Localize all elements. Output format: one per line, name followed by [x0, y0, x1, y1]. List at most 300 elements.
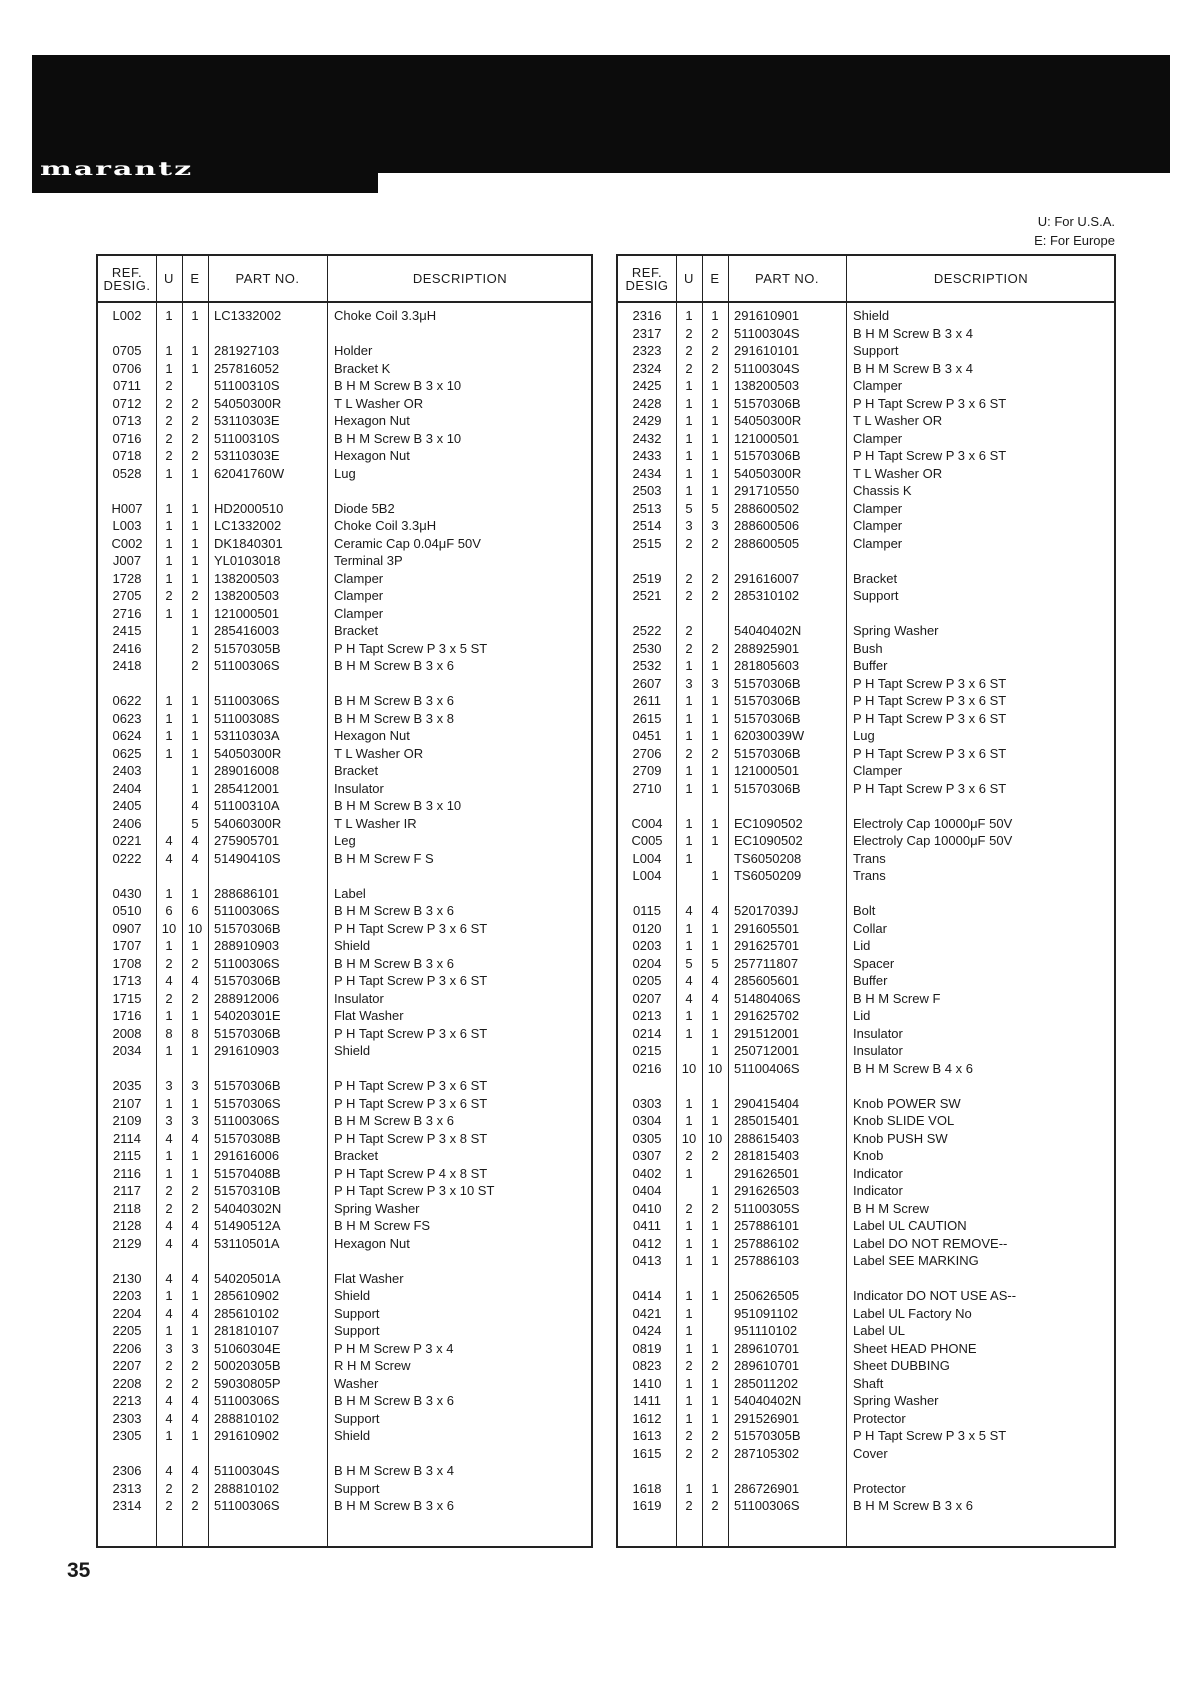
qty-usa: 1	[685, 413, 693, 428]
description: Hexagon Nut	[334, 448, 410, 463]
ref-desig: 2716	[112, 605, 142, 621]
table-row	[98, 377, 591, 394]
description: Support	[334, 1410, 380, 1426]
part-number: 287105302	[734, 1445, 800, 1461]
ref-desig: 2532	[632, 658, 662, 673]
table-row	[98, 1427, 591, 1444]
part-number: 291610903	[214, 1043, 280, 1058]
description: Protector	[853, 1480, 906, 1496]
qty-europe: 2	[191, 990, 199, 1006]
ref-desig: 2323	[632, 343, 662, 358]
part-number: 291625702	[734, 1008, 800, 1023]
qty-usa: 1	[165, 360, 173, 376]
description: Insulator	[853, 1043, 903, 1058]
description: Label UL	[853, 1323, 906, 1338]
qty-europe: 5	[191, 815, 199, 831]
part-number: 291616006	[214, 1148, 280, 1163]
description: Hexagon Nut	[334, 728, 410, 743]
description: B H M Screw F	[853, 990, 941, 1006]
part-number: 291526901	[734, 1410, 800, 1426]
table-row	[98, 552, 591, 569]
ref-desig: 0706	[112, 360, 142, 376]
qty-usa: 1	[685, 1008, 693, 1023]
qty-usa: 1	[685, 693, 693, 708]
ref-desig: 0204	[632, 955, 662, 971]
table-row	[98, 1340, 591, 1357]
ref-desig: 0907	[112, 920, 142, 936]
table-row	[618, 1357, 1114, 1374]
part-number: 291616007	[734, 570, 800, 586]
description: B H M Screw	[853, 1200, 929, 1216]
part-number: 51570306B	[734, 745, 801, 761]
part-number: 250626505	[734, 1288, 800, 1303]
qty-usa: 4	[165, 1270, 173, 1286]
part-number: 51100310S	[214, 430, 280, 446]
table-row	[98, 727, 591, 744]
qty-europe: 1	[191, 308, 199, 323]
qty-usa: 1	[685, 1218, 693, 1233]
description: Support	[853, 588, 899, 603]
qty-europe: 1	[191, 465, 199, 481]
description: Insulator	[334, 990, 384, 1006]
header-ref-desig: REF. DESIG.	[103, 264, 151, 293]
part-number: 52017039J	[734, 903, 799, 918]
description: Lid	[853, 938, 871, 953]
qty-usa: 4	[165, 1218, 173, 1233]
ref-desig: 2206	[112, 1340, 142, 1356]
table-row	[98, 780, 591, 797]
table-row	[98, 1305, 591, 1322]
qty-europe: 1	[711, 920, 719, 936]
table-row	[618, 517, 1114, 534]
qty-europe: 1	[711, 1025, 719, 1041]
ref-desig: 0413	[632, 1253, 662, 1268]
description: Label UL Factory No	[853, 1305, 972, 1321]
description: Clamper	[853, 535, 903, 551]
qty-usa: 1	[165, 553, 173, 568]
ref-desig: 2405	[112, 798, 142, 813]
table-row	[98, 1025, 591, 1042]
description: Clamper	[334, 588, 384, 603]
header-banner	[32, 55, 1170, 173]
table-row	[618, 675, 1114, 692]
ref-desig: 1615	[632, 1445, 662, 1461]
part-number: 288810102	[214, 1410, 280, 1426]
table-row	[618, 972, 1114, 989]
qty-usa: 5	[685, 955, 693, 971]
description: P H M Screw P 3 x 4	[334, 1340, 454, 1356]
part-number: 51100306S	[734, 1498, 800, 1513]
part-number: 54050300R	[734, 465, 802, 481]
description: Spring Washer	[853, 1393, 939, 1408]
ref-desig: 2706	[632, 745, 662, 761]
part-number: 288910903	[214, 938, 280, 953]
qty-usa: 1	[685, 1165, 693, 1181]
ref-desig: 1715	[112, 990, 142, 1006]
table-row	[618, 832, 1114, 849]
part-number: 291625701	[734, 938, 800, 953]
qty-europe: 1	[711, 430, 719, 446]
part-number: 51570306B	[734, 675, 801, 691]
part-number: 291610902	[214, 1428, 280, 1443]
table-row	[618, 1095, 1114, 1112]
ref-desig: 0120	[632, 920, 662, 936]
part-number: 291512001	[734, 1025, 800, 1041]
ref-desig: 2425	[632, 378, 662, 393]
qty-usa: 4	[165, 833, 173, 848]
ref-desig: 0528	[112, 465, 142, 481]
ref-desig: 2109	[112, 1113, 142, 1128]
part-number: 285412001	[214, 780, 280, 796]
qty-usa: 2	[685, 623, 693, 638]
table-row	[618, 377, 1114, 394]
table-row	[98, 535, 591, 552]
part-number: 288925901	[734, 640, 800, 656]
part-number: 291710550	[734, 483, 800, 498]
ref-desig: L003	[112, 518, 142, 533]
table-row	[98, 605, 591, 622]
qty-europe: 4	[191, 1235, 199, 1251]
table-row	[618, 325, 1114, 342]
parts-table-right	[616, 254, 1116, 1548]
qty-usa: 1	[685, 850, 693, 866]
qty-usa: 2	[165, 990, 173, 1006]
qty-europe: 3	[711, 518, 719, 533]
legend-usa: U: For U.S.A.	[1037, 214, 1115, 229]
description: Flat Washer	[334, 1270, 404, 1286]
ref-desig: 1713	[112, 973, 142, 988]
part-number: 281810107	[214, 1323, 280, 1338]
header-description: DESCRIPTION	[412, 271, 508, 286]
ref-desig: 0214	[632, 1025, 662, 1041]
qty-usa: 6	[165, 903, 173, 918]
description: T L Washer IR	[334, 815, 417, 831]
qty-usa: 1	[165, 1165, 173, 1181]
part-number: 285011202	[734, 1375, 799, 1391]
description: Protector	[853, 1410, 906, 1426]
qty-usa: 2	[685, 588, 693, 603]
ref-desig: 2514	[632, 518, 662, 533]
description: B H M Screw B 3 x 10	[334, 378, 462, 393]
qty-usa: 2	[165, 1200, 173, 1216]
ref-desig: 2705	[112, 588, 142, 603]
qty-europe: 1	[711, 1043, 719, 1058]
qty-europe: 1	[711, 1113, 719, 1128]
qty-europe: 4	[191, 798, 199, 813]
qty-europe: 1	[711, 1095, 719, 1111]
ref-desig: J007	[112, 553, 142, 568]
part-number: 51570306B	[734, 395, 801, 411]
table-row	[618, 990, 1114, 1007]
table-row	[618, 1130, 1114, 1147]
part-number: 138200503	[214, 588, 280, 603]
qty-europe: 1	[191, 1323, 199, 1338]
qty-usa: 1	[685, 1480, 693, 1496]
qty-europe: 1	[711, 658, 719, 673]
qty-europe: 1	[191, 605, 199, 621]
qty-usa: 2	[685, 360, 693, 376]
qty-europe: 2	[191, 955, 199, 971]
description: Bracket	[853, 570, 898, 586]
description: Knob	[853, 1148, 884, 1163]
ref-desig: 0411	[633, 1218, 661, 1233]
ref-desig: 2434	[632, 465, 662, 481]
legend	[1034, 212, 1115, 250]
table-row	[618, 762, 1114, 779]
qty-europe: 1	[711, 763, 719, 778]
ref-desig: 0451	[632, 728, 662, 743]
qty-europe: 1	[711, 465, 719, 481]
qty-usa: 1	[165, 1148, 173, 1163]
table-row	[618, 1182, 1114, 1199]
description: Knob POWER SW	[853, 1095, 961, 1111]
ref-desig: 2709	[632, 763, 662, 778]
description: Clamper	[853, 430, 903, 446]
table-row	[98, 885, 591, 902]
table-row	[98, 640, 591, 657]
qty-usa: 1	[685, 1253, 693, 1268]
part-number: 286726901	[734, 1480, 800, 1496]
qty-usa: 1	[165, 535, 173, 551]
description: Spring Washer	[853, 623, 939, 638]
qty-usa: 3	[165, 1078, 173, 1093]
part-number: 121000501	[734, 430, 800, 446]
qty-europe: 1	[711, 728, 719, 743]
table-row	[98, 1112, 591, 1129]
qty-europe: 1	[191, 1165, 199, 1181]
part-number: 51100310A	[214, 798, 280, 813]
description: Hexagon Nut	[334, 413, 410, 428]
ref-desig: 2204	[112, 1305, 142, 1321]
qty-usa: 1	[165, 745, 173, 761]
ref-desig: 0623	[112, 710, 142, 726]
part-number: 291626501	[734, 1165, 800, 1181]
qty-usa: 4	[165, 973, 173, 988]
qty-usa: 3	[165, 1340, 173, 1356]
qty-europe: 2	[191, 1498, 199, 1513]
qty-usa: 1	[165, 938, 173, 953]
ref-desig: 2115	[113, 1148, 141, 1163]
ref-desig: 0430	[112, 885, 142, 901]
qty-usa: 1	[685, 1113, 693, 1128]
part-number: TS6050209	[734, 868, 802, 883]
qty-usa: 2	[685, 535, 693, 551]
ref-desig: 1613	[632, 1428, 662, 1443]
description: Bracket	[334, 763, 379, 778]
ref-desig: 1716	[112, 1008, 142, 1023]
description: Clamper	[853, 518, 903, 533]
ref-desig: 2203	[112, 1288, 142, 1303]
description: Clamper	[853, 763, 903, 778]
description: Clamper	[853, 500, 903, 516]
qty-europe: 2	[711, 1148, 719, 1163]
part-number: LC1332002	[214, 518, 282, 533]
part-number: 54040302N	[214, 1200, 282, 1216]
qty-usa: 2	[685, 343, 693, 358]
description: Bracket	[334, 1148, 379, 1163]
part-number: 59030805P	[214, 1375, 281, 1391]
ref-desig: 2513	[632, 500, 662, 516]
part-number: TS6050208	[734, 850, 802, 866]
table-row	[98, 1147, 591, 1164]
qty-usa: 4	[165, 1463, 173, 1478]
part-number: 51490410S	[214, 850, 281, 866]
qty-usa: 1	[165, 728, 173, 743]
ref-desig: 2607	[632, 675, 662, 691]
description: T L Washer OR	[334, 395, 424, 411]
ref-desig: 0304	[632, 1113, 662, 1128]
ref-desig: 2305	[112, 1428, 142, 1443]
description: P H Tapt Screw P 3 x 6 ST	[334, 1095, 488, 1111]
description: B H M Screw B 3 x 8	[334, 710, 454, 726]
ref-desig: 2403	[112, 763, 142, 778]
table-row	[618, 1497, 1114, 1514]
ref-desig: 2415	[112, 623, 142, 638]
description: P H Tapt Screw P 3 x 6 ST	[334, 973, 488, 988]
qty-europe: 1	[711, 413, 719, 428]
qty-usa: 2	[165, 1183, 173, 1198]
part-number: 51100306S	[214, 1393, 280, 1408]
ref-desig: 2530	[632, 640, 662, 656]
table-row	[618, 1007, 1114, 1024]
ref-desig: 1410	[632, 1375, 662, 1391]
part-number: 51570306B	[734, 710, 801, 726]
qty-usa: 4	[165, 1130, 173, 1146]
description: B H M Screw B 3 x 6	[334, 1113, 454, 1128]
qty-europe: 5	[711, 500, 719, 516]
header-e: E	[710, 271, 720, 286]
part-number: 53110303E	[214, 448, 280, 463]
description: Indicator	[853, 1183, 903, 1198]
ref-desig: 0823	[632, 1358, 662, 1373]
description: Label	[334, 885, 366, 901]
table-row	[98, 587, 591, 604]
qty-europe: 4	[191, 1305, 199, 1321]
ref-desig: 0207	[632, 990, 662, 1006]
qty-usa: 2	[165, 1480, 173, 1496]
part-number: 257886102	[734, 1235, 800, 1251]
part-number: 54040402N	[734, 1393, 802, 1408]
table-row	[618, 1217, 1114, 1234]
description: Leg	[334, 833, 356, 848]
table-row	[98, 850, 591, 867]
qty-europe: 10	[187, 920, 203, 936]
description: Clamper	[334, 570, 384, 586]
qty-europe: 4	[191, 973, 199, 988]
qty-usa: 2	[165, 588, 173, 603]
table-row	[618, 780, 1114, 797]
ref-desig: L002	[112, 308, 142, 323]
qty-usa: 1	[165, 1043, 173, 1058]
qty-europe: 2	[711, 640, 719, 656]
description: Flat Washer	[334, 1008, 404, 1023]
qty-usa: 2	[685, 1498, 693, 1513]
header-part-no: PART NO.	[235, 271, 300, 286]
ref-desig: 2428	[632, 395, 662, 411]
description: P H Tapt Screw P 3 x 6 ST	[853, 780, 1007, 796]
table-row	[618, 1287, 1114, 1304]
part-number: LC1332002	[214, 308, 282, 323]
qty-europe: 1	[711, 868, 719, 883]
part-number: 51100305S	[734, 1200, 800, 1216]
qty-europe: 2	[191, 588, 199, 603]
ref-desig: 2710	[632, 780, 662, 796]
description: Lug	[853, 728, 875, 743]
table-row	[98, 447, 591, 464]
qty-usa: 2	[685, 570, 693, 586]
ref-desig: 2208	[112, 1375, 142, 1391]
qty-usa: 4	[685, 903, 693, 918]
ref-desig: 2611	[633, 693, 661, 708]
ref-desig: 2128	[112, 1218, 142, 1233]
qty-europe: 1	[191, 343, 199, 358]
table-row	[98, 1235, 591, 1252]
page-number: 35	[67, 1559, 91, 1582]
part-number: 50020305B	[214, 1358, 281, 1373]
description: T L Washer OR	[334, 745, 424, 761]
table-row	[98, 1287, 591, 1304]
qty-usa: 1	[685, 815, 693, 831]
part-number: 285610902	[214, 1288, 280, 1303]
qty-europe: 2	[191, 640, 199, 656]
table-row	[618, 1322, 1114, 1339]
description: Bracket K	[334, 360, 391, 376]
ref-desig: 1411	[633, 1393, 661, 1408]
part-number: 291610101	[734, 343, 800, 358]
qty-europe: 1	[191, 1428, 199, 1443]
qty-europe: 1	[711, 1183, 719, 1198]
table-row	[618, 937, 1114, 954]
qty-europe: 4	[191, 1130, 199, 1146]
table-row	[98, 1322, 591, 1339]
qty-usa: 4	[685, 990, 693, 1006]
description: Hexagon Nut	[334, 1235, 410, 1251]
qty-europe: 1	[711, 483, 719, 498]
qty-europe: 4	[191, 833, 199, 848]
qty-europe: 1	[711, 938, 719, 953]
qty-usa: 1	[685, 378, 693, 393]
part-number: 290415404	[734, 1095, 800, 1111]
qty-usa: 8	[165, 1025, 173, 1041]
part-number: 257886103	[734, 1253, 800, 1268]
part-number: 51100304S	[214, 1463, 280, 1478]
description: Terminal 3P	[334, 553, 403, 568]
ref-desig: 2114	[113, 1130, 141, 1146]
description: Spacer	[853, 955, 895, 971]
ref-desig: 0711	[113, 378, 141, 393]
table-row	[98, 517, 591, 534]
description: Insulator	[334, 780, 384, 796]
table-row	[618, 307, 1114, 324]
qty-usa: 1	[685, 1375, 693, 1391]
part-number: 51060304E	[214, 1340, 281, 1356]
part-number: DK1840301	[214, 535, 283, 551]
qty-usa: 3	[685, 518, 693, 533]
qty-usa: 1	[165, 1323, 173, 1338]
qty-europe: 1	[711, 1375, 719, 1391]
ref-desig: 1708	[112, 955, 142, 971]
ref-desig: 0705	[112, 343, 142, 358]
description: Clamper	[853, 378, 903, 393]
qty-usa: 1	[165, 570, 173, 586]
qty-europe: 1	[191, 1288, 199, 1303]
table-row	[618, 640, 1114, 657]
header-part-no: PART NO.	[755, 271, 819, 286]
part-number: 51570306B	[214, 973, 281, 988]
description: B H M Screw F S	[334, 850, 434, 866]
description: B H M Screw B 3 x 10	[334, 430, 462, 446]
qty-europe: 4	[191, 1393, 199, 1408]
